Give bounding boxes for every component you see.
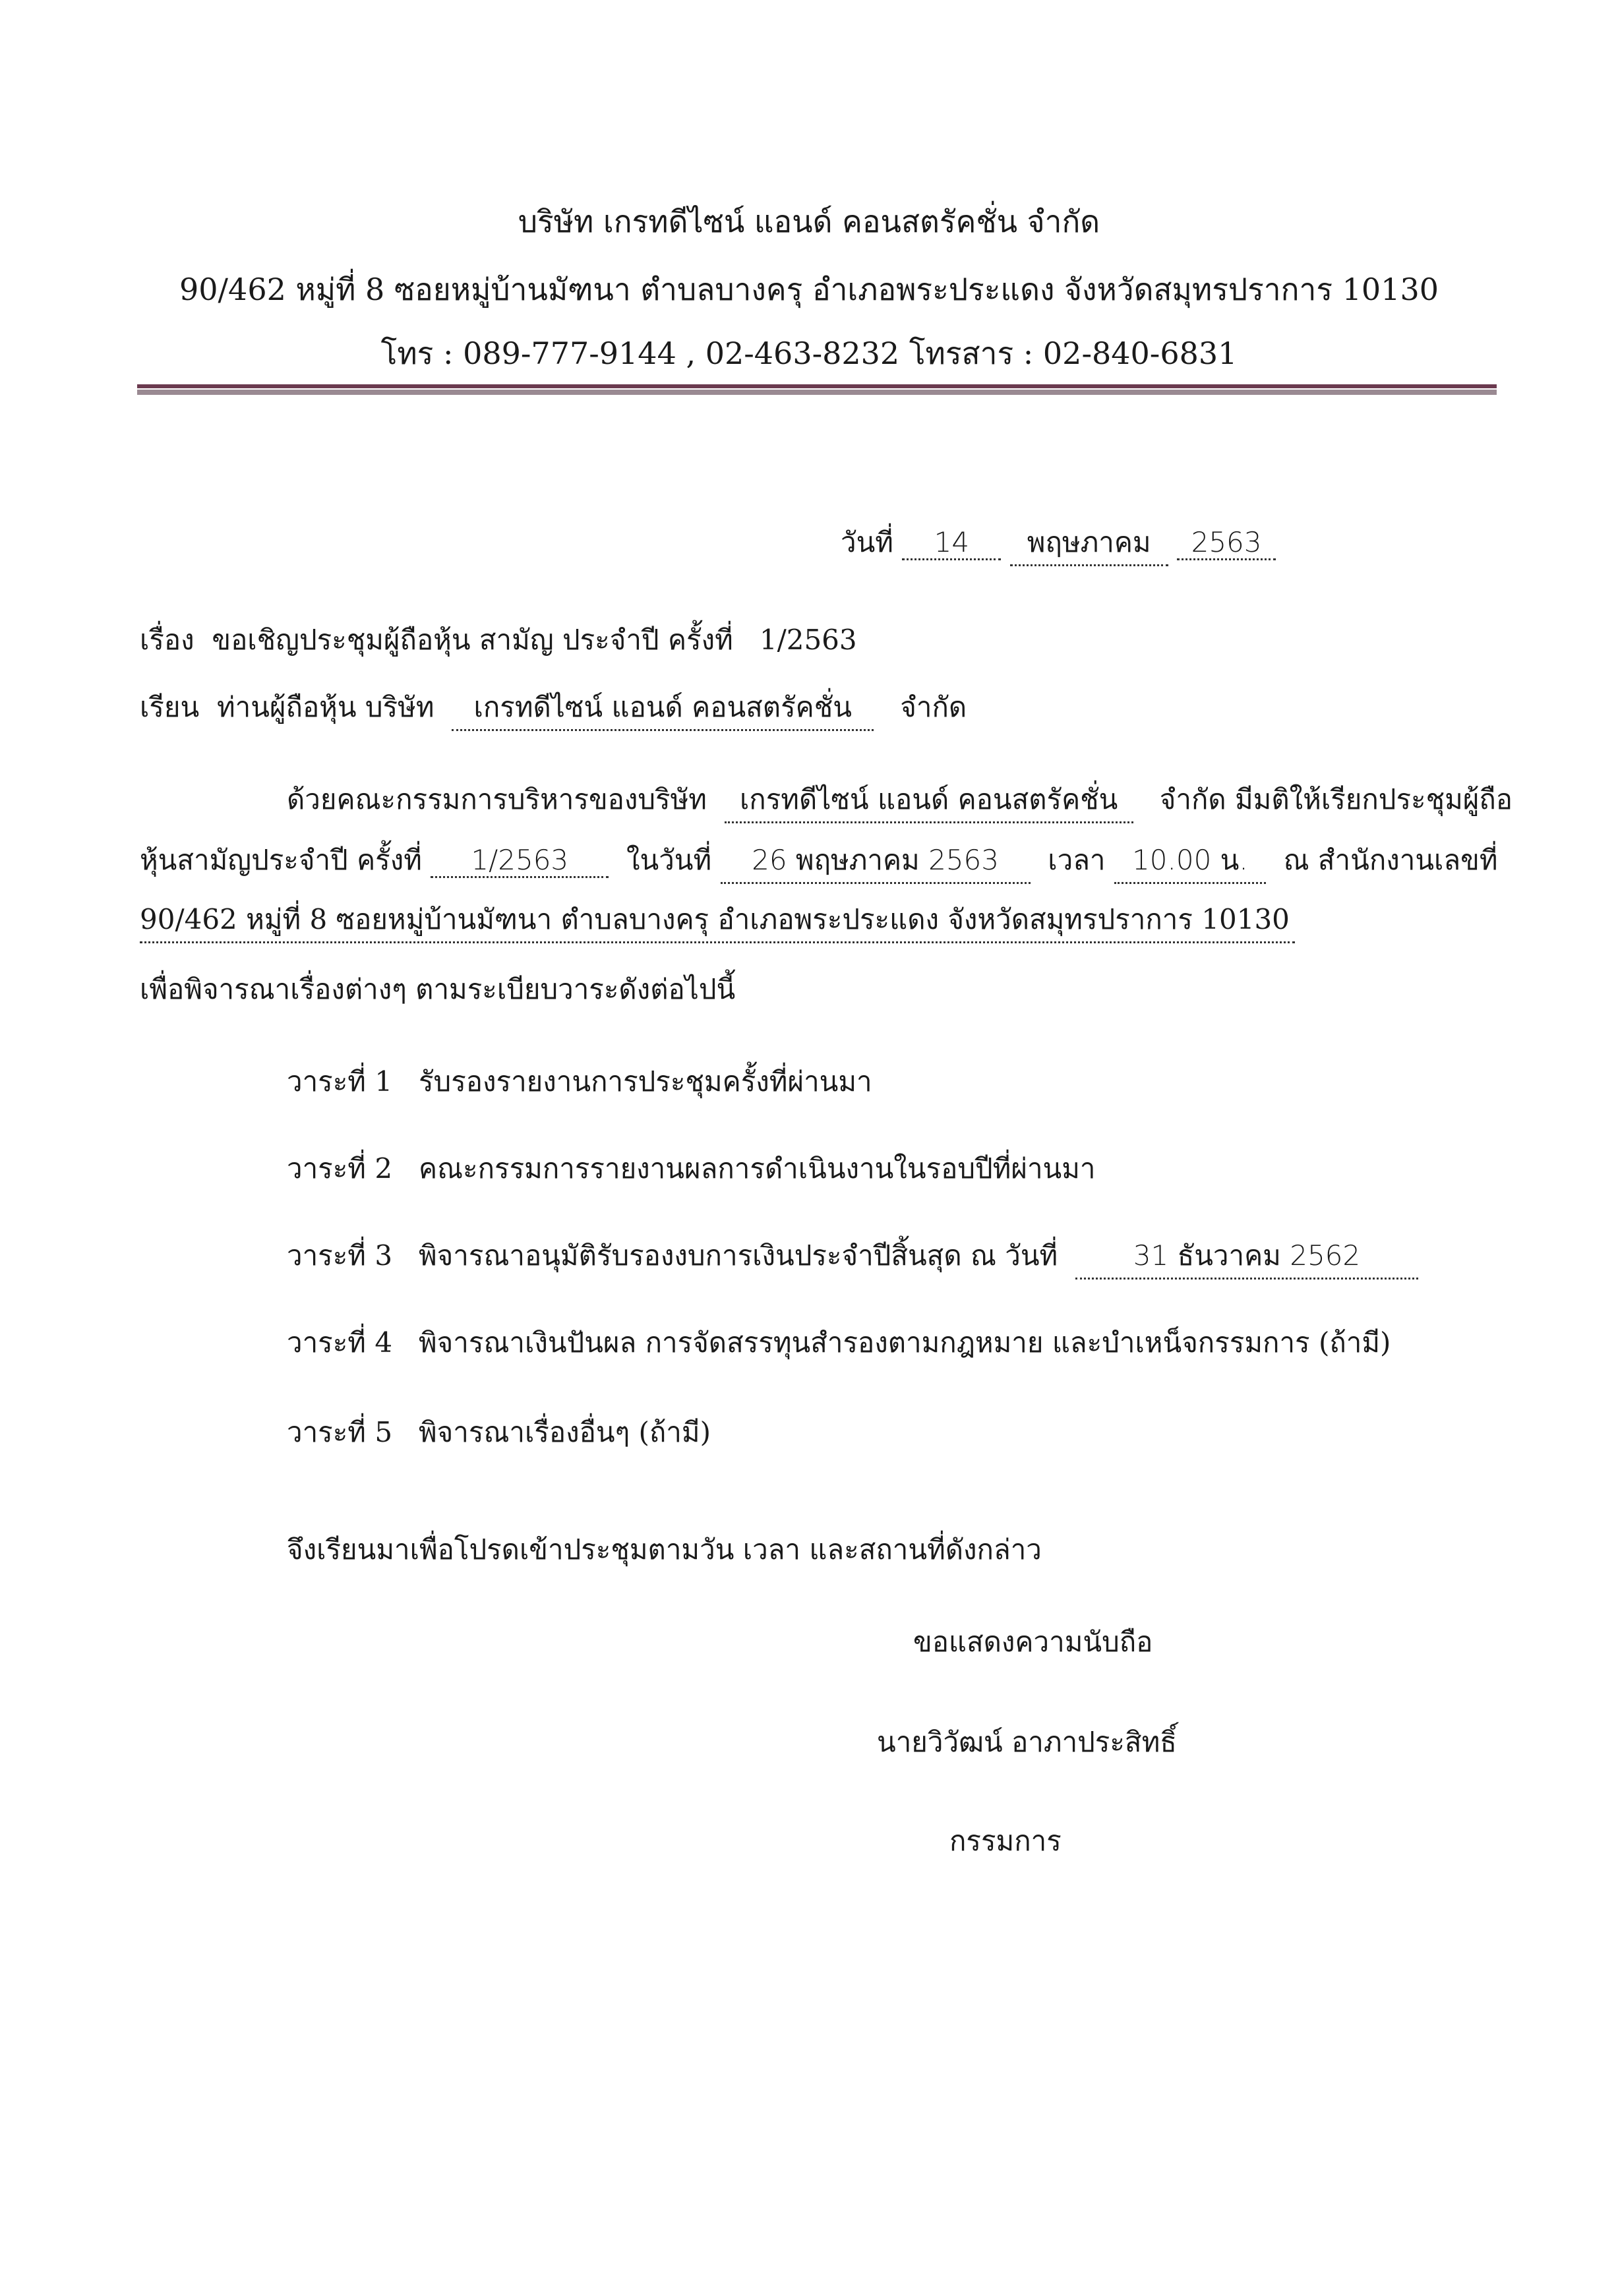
date-year: 2563 <box>1177 526 1276 560</box>
office-label: ณ สำนักงานเลขที่ <box>1283 844 1498 876</box>
agenda-no: วาระที่ 1 <box>287 1065 393 1098</box>
meeting-number: 1/2563 <box>431 844 609 878</box>
agenda-item-1 <box>287 1060 872 1104</box>
subject-line <box>140 618 857 662</box>
agenda-text: คณะกรรมการรายงานผลการดำเนินงานในรอบปีที่ผ่านมา <box>419 1152 1096 1185</box>
company-address: 90/462 หมู่ที่ 8 ซอยหมู่บ้านมัฑนา ตำบลบางครุ อำเภอพระประแดง จังหวัดสมุทรปราการ 10130 <box>179 272 1439 307</box>
body-line-3 <box>140 898 1295 943</box>
agenda-no: วาระที่ 4 <box>287 1326 393 1359</box>
subject-text: ขอเชิญประชุมผู้ถือหุ้น สามัญ ประจำปี ครั้งที่ <box>212 624 733 656</box>
subject-number: 1/2563 <box>759 624 857 656</box>
letter-date <box>841 521 1276 566</box>
agenda-item-2 <box>287 1147 1096 1191</box>
agenda-no: วาระที่ 5 <box>287 1416 393 1448</box>
meeting-time: 10.00 น. <box>1114 839 1266 884</box>
agenda-text: พิจารณาอนุมัติรับรองงบการเงินประจำปีสิ้นสุด ณ วันที่ <box>419 1239 1058 1272</box>
date-day: 14 <box>902 526 1001 560</box>
body-line-1 <box>287 778 1513 823</box>
meeting-date: 26 พฤษภาคม 2563 <box>721 839 1031 884</box>
body-line-2 <box>140 839 1498 884</box>
company-name: บริษัท เกรทดีไซน์ แอนด์ คอนสตรัคชั่น จำกัด <box>518 204 1100 239</box>
recipient-label: เรียน <box>140 691 200 723</box>
letterhead-rule-shadow <box>137 390 1497 395</box>
subject-label: เรื่อง <box>140 624 195 656</box>
agenda-text: พิจารณาเงินปันผล การจัดสรรทุนสำรองตามกฎหมาย และบำเหน็จกรรมการ (ถ้ามี) <box>419 1326 1391 1359</box>
body-company: เกรทดีไซน์ แอนด์ คอนสตรัคชั่น <box>725 778 1133 823</box>
agenda-no: วาระที่ 3 <box>287 1239 393 1272</box>
closing-statement: จึงเรียนมาเพื่อโปรดเข้าประชุมตามวัน เวลา และสถานที่ดังกล่าว <box>287 1533 1042 1566</box>
date-label: วันที่ <box>841 526 893 558</box>
body-line-4: เพื่อพิจารณาเรื่องต่างๆ ตามระเบียบวาระดังต่อไปนี้ <box>140 973 736 1005</box>
body-line2-prefix: หุ้นสามัญประจำปี ครั้งที่ <box>140 844 422 876</box>
time-label: เวลา <box>1048 844 1106 876</box>
recipient-suffix: จำกัด <box>900 691 967 723</box>
body-line1-suffix: จำกัด มีมติให้เรียกประชุมผู้ถือ <box>1159 783 1513 815</box>
signer-position: กรรมการ <box>949 1825 1062 1857</box>
body-line1-prefix: ด้วยคณะกรรมการบริหารของบริษัท <box>287 783 707 815</box>
company-contact: โทร : 089-777-9144 , 02-463-8232 โทรสาร : 02-840-6831 <box>380 336 1238 371</box>
letterhead-rule <box>137 384 1497 388</box>
recipient-text: ท่านผู้ถือหุ้น บริษัท <box>216 691 434 723</box>
agenda-no: วาระที่ 2 <box>287 1152 393 1185</box>
date-month: พฤษภาคม <box>1010 521 1168 566</box>
meeting-address: 90/462 หมู่ที่ 8 ซอยหมู่บ้านมัฑนา ตำบลบางครุ อำเภอพระประแดง จังหวัดสมุทรปราการ 10130 <box>140 898 1295 943</box>
agenda-item-4 <box>287 1321 1391 1365</box>
agenda-text: พิจารณาเรื่องอื่นๆ (ถ้ามี) <box>419 1416 711 1448</box>
agenda-text: รับรองรายงานการประชุมครั้งที่ผ่านมา <box>419 1065 872 1098</box>
fiscal-year-end-date: 31 ธันวาคม 2562 <box>1075 1234 1418 1280</box>
recipient-line <box>140 686 967 731</box>
on-date-label: ในวันที่ <box>626 844 712 876</box>
signer-name: นายวิวัฒน์ อาภาประสิทธิ์ <box>877 1726 1177 1758</box>
agenda-item-5 <box>287 1411 711 1454</box>
recipient-company: เกรทดีไซน์ แอนด์ คอนสตรัคชั่น <box>452 686 874 731</box>
closing-regards: ขอแสดงความนับถือ <box>913 1626 1153 1658</box>
agenda-item-3 <box>287 1234 1418 1280</box>
